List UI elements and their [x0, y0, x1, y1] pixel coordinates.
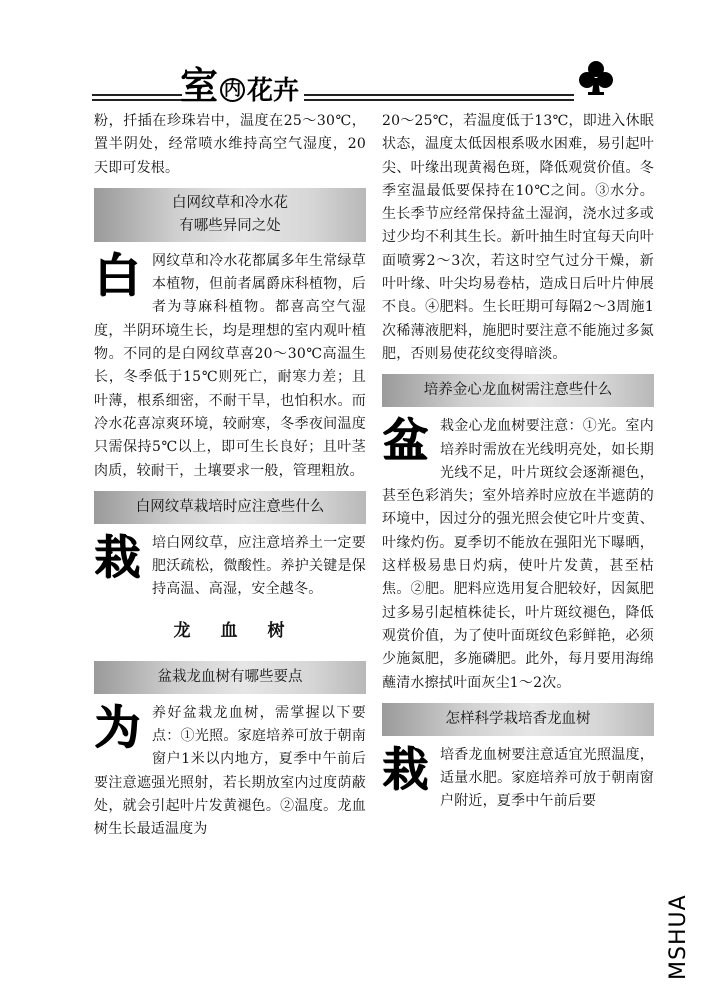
- answer-text: 栽金心龙血树要注意：①光。室内培养时需放在光线明亮处，如长期光线不足，叶片斑纹会逐渐褪色，甚至色彩消失；室外培养时应放在半遮荫的环境中，因过分的强光照会使它叶片变黄、叶缘灼伤。夏季切不能放在强阳光下曝晒，这样极易患日灼病，使叶片发黄，甚至枯焦。②肥。肥料应选用复合肥较好，因氮肥过多易引起植株徒长，叶片斑纹褪色，降低观赏价值，为了使叶面斑纹色彩鲜艳，必须少施氮肥，多施磷肥。此外，每月要用海绵蘸清水擦拭叶面灰尘1～2次。: [382, 418, 654, 691]
- continued-paragraph: 20～25℃，若温度低于13℃，即进入休眠状态，温度太低因根系吸水困难，易引起叶尖、叶缘出现黄褐色斑，降低观赏价值。冬季室温最低要保持在10℃之间。③水分。生长季节应经常保持盆土湿润，浇水过多或过少均不利其生长。新叶抽生时宜每天向叶面喷雾2～3次，若这时空气过分干燥，新叶叶缘、叶尖均易卷枯，造成日后叶片伸展不良。④肥料。生长旺期可每隔2～3周施1次稀薄液肥料，施肥时要注意不能施过多氮肥，否则易使花纹变得暗淡。: [382, 113, 654, 362]
- right-column: [382, 110, 654, 814]
- answer-text: 网纹草和冷水花都属多年生常绿草本植物，但前者属爵床科植物，后者为荨麻科植物。都喜高空气湿度，半阴环境生长，均是理想的室内观叶植物。不同的是白网纹草喜20～30℃高温生长，冬季低于15℃则死亡，耐寒力差；且叶薄，根系细密，不耐干旱，也怕积水。而冷水花喜凉爽环境，较耐寒，冬季夜间温度只需保持5℃以上，即可生长良好；且叶茎肉质，较耐干，土壤要求一般，管理粗放。: [94, 252, 366, 479]
- drop-cap: 白: [94, 247, 141, 302]
- banner-line: 有哪些异同之处: [179, 217, 281, 234]
- answer-text: 培香龙血树要注意适宜光照温度，适量水肥。家庭培养可放于朝南窗户附近，夏季中午前后要: [440, 746, 654, 810]
- question-banner: [94, 188, 366, 242]
- masthead-rest: 花卉: [247, 76, 300, 106]
- header-rule: [92, 94, 182, 96]
- question-banner: 白网纹草栽培时应注意些什么: [94, 491, 366, 524]
- intro-paragraph: 粉，扦插在珍珠岩中，温度在25～30℃，置半阴处，经常喷水维持高空气湿度，20天即可发根。: [94, 113, 366, 176]
- answer-paragraph: [94, 247, 366, 483]
- answer-paragraph: [382, 741, 654, 814]
- answer-paragraph: [94, 529, 366, 602]
- banner-line: 白网纹草和冷水花: [172, 194, 288, 211]
- question-banner: 怎样科学栽培香龙血树: [382, 703, 654, 736]
- drop-cap: 盆: [382, 413, 429, 468]
- drop-cap: 栽: [382, 741, 429, 796]
- header-rule: [92, 99, 182, 101]
- drop-cap: 栽: [94, 529, 141, 584]
- section-masthead: [180, 62, 299, 106]
- answer-paragraph: [382, 415, 654, 695]
- club-icon: [576, 58, 616, 98]
- header-rule: [304, 99, 574, 101]
- watermark: MSHUA: [666, 894, 691, 980]
- question-banner: 培养金心龙血树需注意些什么: [382, 374, 654, 407]
- masthead-char-circled: 内: [220, 78, 245, 102]
- answer-paragraph: [94, 699, 366, 842]
- drop-cap: 为: [94, 699, 141, 754]
- masthead-char-big: 室: [180, 64, 219, 108]
- left-column: [94, 110, 366, 842]
- question-banner: 盆栽龙血树有哪些要点: [94, 661, 366, 694]
- header-rule: [304, 94, 574, 96]
- answer-text: 养好盆栽龙血树，需掌握以下要点：①光照。家庭培养可放于朝南窗户1米以内地方，夏季中午前后要注意遮强光照射，若长期放室内过度荫蔽处，就会引起叶片发黄褪色。②温度。龙血树生长最适温度为: [94, 704, 366, 838]
- answer-text: 培白网纹草，应注意培养土一定要肥沃疏松，微酸性。养护关键是保持高温、高湿，安全越冬。: [152, 534, 366, 598]
- section-heading: 龙血树: [173, 620, 315, 641]
